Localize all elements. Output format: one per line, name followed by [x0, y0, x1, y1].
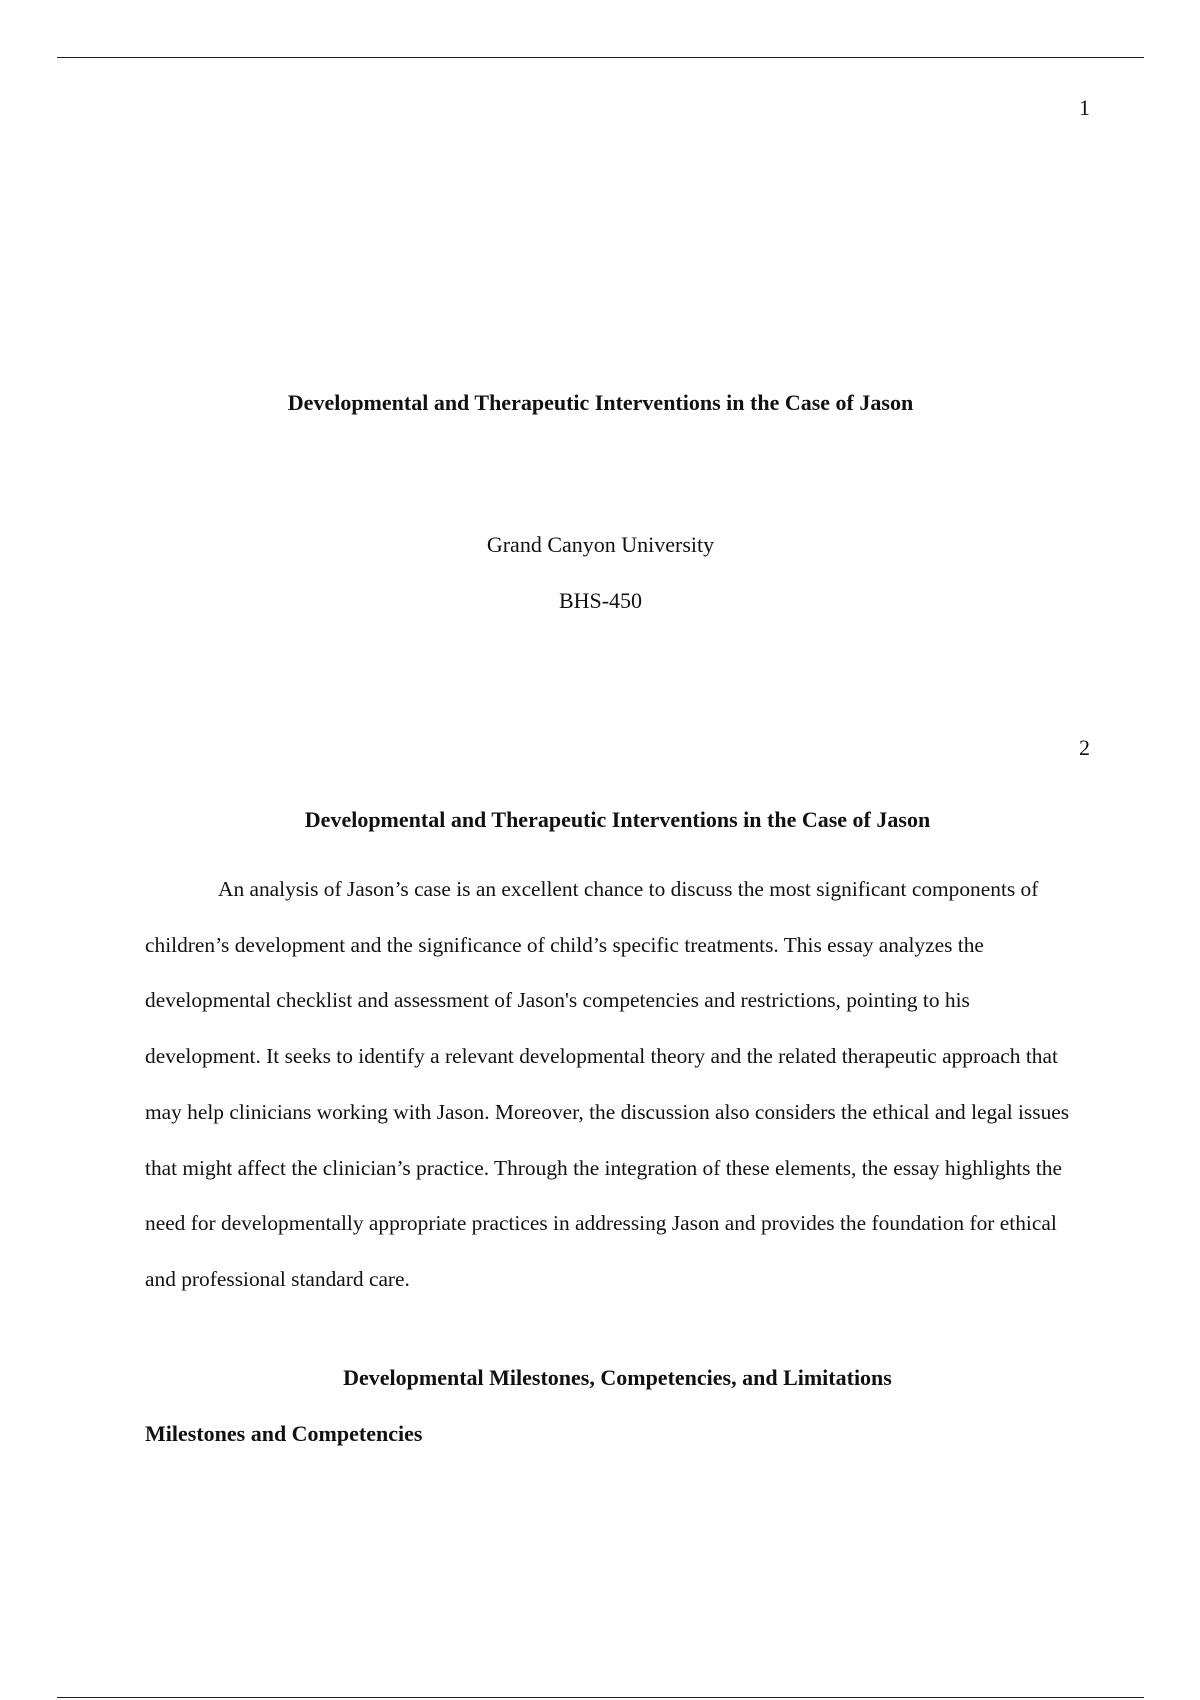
- page-number-2: 2: [1079, 735, 1090, 760]
- intro-paragraph: An analysis of Jason’s case is an excellent chance to discuss the most significant components of children’s development and the significance of child’s specific treatments. This essay analyzes the developmental checklist and assessment of Jason's competencies and restrictions, pointing to his development. It seeks to identify a relevant developmental theory and the related therapeutic approach that may help clinicians working with Jason. Moreover, the discussion also considers the ethical and legal issues that might affect the clinician’s practice. Through the integration of these elements, the essay highlights the need for developmentally appropriate practices in addressing Jason and provides the foundation for ethical and professional standard care.: [145, 877, 1070, 1291]
- title-page-title: Developmental and Therapeutic Interventions in the Case of Jason: [287, 390, 914, 415]
- page-number-1: 1: [1079, 95, 1090, 120]
- page-bottom-rule: [57, 1697, 1144, 1698]
- page-top-rule: [57, 57, 1144, 58]
- course-code: BHS-450: [558, 588, 643, 613]
- institution-name: Grand Canyon University: [486, 532, 715, 557]
- subsection-heading: Milestones and Competencies: [145, 1421, 423, 1446]
- essay-title: Developmental and Therapeutic Interventions in the Case of Jason: [304, 807, 931, 832]
- section-heading: Developmental Milestones, Competencies, and Limitations: [343, 1365, 892, 1390]
